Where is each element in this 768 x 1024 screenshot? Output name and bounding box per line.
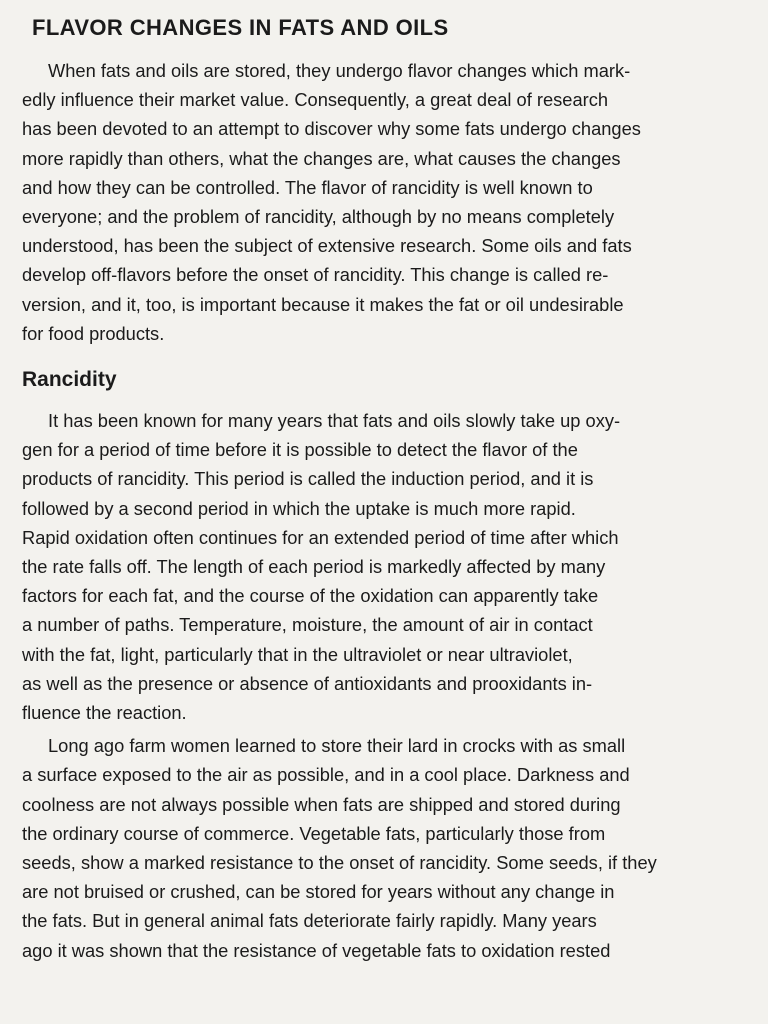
- text-line: It has been known for many years that fats and oils slowly take up oxy-: [48, 410, 621, 432]
- text-line: version, and it, too, is important because it makes the fat or oil undesirable: [22, 293, 624, 315]
- text-line: the fats. But in general animal fats deteriorate fairly rapidly. Many years: [22, 910, 597, 932]
- text-line: Rapid oxidation often continues for an extended period of time after which: [22, 526, 619, 548]
- text-line: for food products.: [22, 322, 165, 344]
- text-line: factors for each fat, and the course of the oxidation can apparently take: [22, 585, 599, 607]
- subsection-title: Rancidity: [22, 368, 117, 392]
- text-line: edly influence their market value. Consequently, a great deal of research: [22, 89, 609, 111]
- text-line: as well as the presence or absence of antioxidants and prooxidants in-: [22, 672, 593, 694]
- text-line: and how they can be controlled. The flavor of rancidity is well known to: [22, 176, 593, 198]
- text-line: with the fat, light, particularly that in the ultraviolet or near ultraviolet,: [22, 643, 573, 665]
- text-line: followed by a second period in which the uptake is much more rapid.: [22, 497, 576, 519]
- text-line: everyone; and the problem of rancidity, although by no means completely: [22, 206, 615, 228]
- text-line: are not bruised or crushed, can be stored for years without any change in: [22, 881, 615, 903]
- text-line: a number of paths. Temperature, moisture, the amount of air in contact: [22, 614, 593, 636]
- text-line: has been devoted to an attempt to discover why some fats undergo changes: [22, 118, 641, 140]
- text-line: seeds, show a marked resistance to the onset of rancidity. Some seeds, if they: [22, 852, 657, 874]
- text-line: the rate falls off. The length of each period is markedly affected by many: [22, 556, 606, 578]
- intro-paragraph: [22, 56, 750, 348]
- text-line: develop off-flavors before the onset of rancidity. This change is called re-: [22, 264, 609, 286]
- text-line: the ordinary course of commerce. Vegetable fats, particularly those from: [22, 822, 606, 844]
- text-line: products of rancidity. This period is called the induction period, and it is: [22, 468, 594, 490]
- rancidity-paragraph-2: [22, 731, 750, 965]
- text-line: gen for a period of time before it is possible to detect the flavor of the: [22, 439, 578, 461]
- text-line: more rapidly than others, what the changes are, what causes the changes: [22, 147, 621, 169]
- text-line: ago it was shown that the resistance of vegetable fats to oxidation rested: [22, 939, 611, 961]
- text-line: fluence the reaction.: [22, 702, 187, 724]
- text-line: understood, has been the subject of extensive research. Some oils and fats: [22, 235, 632, 257]
- text-line: a surface exposed to the air as possible, and in a cool place. Darkness and: [22, 764, 630, 786]
- text-line: coolness are not always possible when fats are shipped and stored during: [22, 793, 621, 815]
- rancidity-paragraph-1: [22, 406, 750, 727]
- text-line: When fats and oils are stored, they undergo flavor changes which mark-: [48, 60, 631, 81]
- text-line: Long ago farm women learned to store their lard in crocks with as small: [48, 735, 626, 757]
- section-title: FLAVOR CHANGES IN FATS AND OILS: [32, 15, 449, 40]
